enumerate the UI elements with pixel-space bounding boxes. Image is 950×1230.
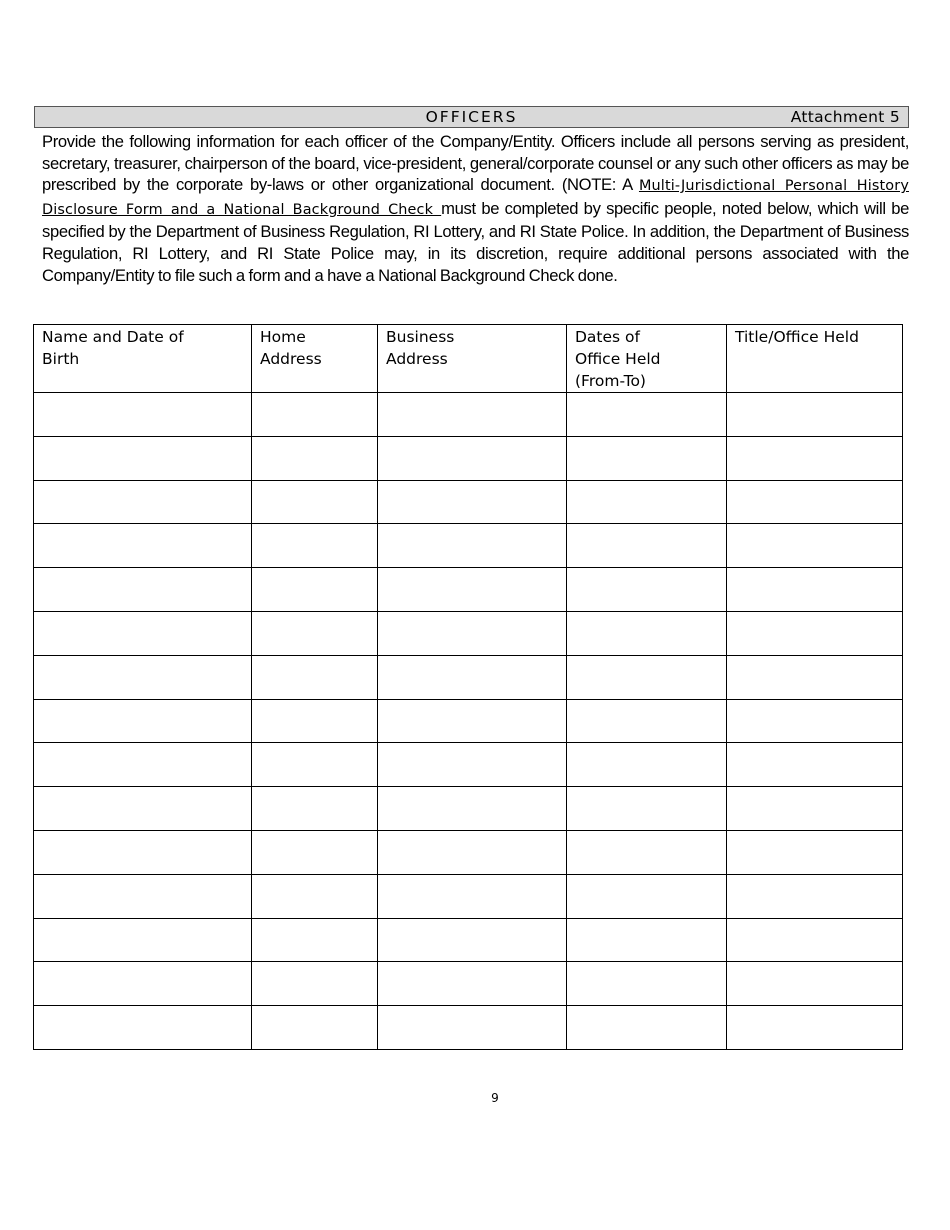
title-office-cell[interactable] <box>727 611 903 655</box>
home-address-cell[interactable] <box>252 524 378 568</box>
instructions-paragraph <box>42 131 909 286</box>
name-dob-cell[interactable] <box>34 874 252 918</box>
title-office-cell[interactable] <box>727 655 903 699</box>
business-address-cell[interactable] <box>378 480 567 524</box>
title-office-cell[interactable] <box>727 743 903 787</box>
title-office-cell[interactable] <box>727 393 903 437</box>
dates-office-held-cell[interactable] <box>567 524 727 568</box>
home-address-cell[interactable] <box>252 918 378 962</box>
name-dob-cell[interactable] <box>34 830 252 874</box>
page-number: 9 <box>491 1091 499 1105</box>
home-address-cell[interactable] <box>252 393 378 437</box>
business-address-cell[interactable] <box>378 699 567 743</box>
table-row <box>34 436 903 480</box>
home-address-cell[interactable] <box>252 611 378 655</box>
title-office-cell[interactable] <box>727 918 903 962</box>
home-address-cell[interactable] <box>252 743 378 787</box>
business-address-cell[interactable] <box>378 830 567 874</box>
name-dob-cell[interactable] <box>34 655 252 699</box>
table-row <box>34 480 903 524</box>
home-address-cell[interactable] <box>252 787 378 831</box>
table-row <box>34 699 903 743</box>
business-address-cell[interactable] <box>378 524 567 568</box>
dates-office-held-cell[interactable] <box>567 787 727 831</box>
home-address-cell[interactable] <box>252 568 378 612</box>
officers-table-header-row <box>34 325 903 393</box>
title-office-cell[interactable] <box>727 1006 903 1050</box>
business-address-cell[interactable] <box>378 611 567 655</box>
title-office-cell[interactable] <box>727 962 903 1006</box>
name-dob-cell[interactable] <box>34 393 252 437</box>
table-row <box>34 1006 903 1050</box>
title-office-cell[interactable] <box>727 568 903 612</box>
name-dob-cell[interactable] <box>34 699 252 743</box>
name-dob-cell[interactable] <box>34 743 252 787</box>
officers-table <box>33 324 903 1050</box>
business-address-cell[interactable] <box>378 962 567 1006</box>
title-office-cell[interactable] <box>727 480 903 524</box>
business-address-cell[interactable] <box>378 655 567 699</box>
dates-office-held-cell[interactable] <box>567 918 727 962</box>
dates-office-held-cell[interactable] <box>567 436 727 480</box>
home-address-cell[interactable] <box>252 480 378 524</box>
column-header-name-dob: Name and Date of Birth <box>34 325 252 393</box>
section-header-bar <box>34 106 909 128</box>
business-address-cell[interactable] <box>378 568 567 612</box>
name-dob-cell[interactable] <box>34 568 252 612</box>
title-office-cell[interactable] <box>727 874 903 918</box>
disclosure-form-link[interactable]: Multi-Jurisdictional Personal History Disclosure Form and a National Background Check <box>42 178 909 218</box>
name-dob-cell[interactable] <box>34 480 252 524</box>
business-address-cell[interactable] <box>378 393 567 437</box>
name-dob-cell[interactable] <box>34 611 252 655</box>
dates-office-held-cell[interactable] <box>567 962 727 1006</box>
name-dob-cell[interactable] <box>34 787 252 831</box>
table-row <box>34 393 903 437</box>
instructions-text-before: Provide the following information for each officer of the Company/Entity. Officers include all persons serving as president, secretary, treasurer, chairperson of the board, vice-president, general/corporate counsel or any such other officers as may be prescribed by the corporate by-laws or other organizational document. (NOTE: A <box>42 132 909 195</box>
name-dob-cell[interactable] <box>34 1006 252 1050</box>
section-title: OFFICERS <box>425 108 518 126</box>
name-dob-cell[interactable] <box>34 524 252 568</box>
instructions-text-after: must be completed by specific people, noted below, which will be specified by the Department of Business Regulation, RI Lottery, and RI State Police. In addition, the Department of Business Regulation, RI Lottery, and RI State Police may, in its discretion, require additional persons associated with the Company/Entity to file such a form and a have a National Background Check done. <box>42 198 910 285</box>
table-row <box>34 830 903 874</box>
dates-office-held-cell[interactable] <box>567 830 727 874</box>
column-header-dates-office-held: Dates of Office Held (From-To) <box>567 325 727 393</box>
home-address-cell[interactable] <box>252 830 378 874</box>
table-row <box>34 918 903 962</box>
table-row <box>34 962 903 1006</box>
dates-office-held-cell[interactable] <box>567 699 727 743</box>
title-office-cell[interactable] <box>727 436 903 480</box>
table-row <box>34 874 903 918</box>
column-header-home-address: Home Address <box>252 325 378 393</box>
attachment-label: Attachment 5 <box>790 108 900 126</box>
title-office-cell[interactable] <box>727 524 903 568</box>
dates-office-held-cell[interactable] <box>567 655 727 699</box>
column-header-business-address: Business Address <box>378 325 567 393</box>
name-dob-cell[interactable] <box>34 918 252 962</box>
dates-office-held-cell[interactable] <box>567 393 727 437</box>
dates-office-held-cell[interactable] <box>567 743 727 787</box>
title-office-cell[interactable] <box>727 787 903 831</box>
dates-office-held-cell[interactable] <box>567 1006 727 1050</box>
dates-office-held-cell[interactable] <box>567 611 727 655</box>
officers-table-body <box>34 393 903 1050</box>
dates-office-held-cell[interactable] <box>567 874 727 918</box>
home-address-cell[interactable] <box>252 874 378 918</box>
business-address-cell[interactable] <box>378 743 567 787</box>
business-address-cell[interactable] <box>378 918 567 962</box>
table-row <box>34 524 903 568</box>
home-address-cell[interactable] <box>252 655 378 699</box>
dates-office-held-cell[interactable] <box>567 568 727 612</box>
home-address-cell[interactable] <box>252 962 378 1006</box>
home-address-cell[interactable] <box>252 1006 378 1050</box>
title-office-cell[interactable] <box>727 830 903 874</box>
dates-office-held-cell[interactable] <box>567 480 727 524</box>
table-row <box>34 568 903 612</box>
table-row <box>34 611 903 655</box>
table-row <box>34 655 903 699</box>
home-address-cell[interactable] <box>252 699 378 743</box>
business-address-cell[interactable] <box>378 436 567 480</box>
business-address-cell[interactable] <box>378 787 567 831</box>
business-address-cell[interactable] <box>378 1006 567 1050</box>
name-dob-cell[interactable] <box>34 436 252 480</box>
column-header-title-office: Title/Office Held <box>727 325 903 393</box>
name-dob-cell[interactable] <box>34 962 252 1006</box>
title-office-cell[interactable] <box>727 699 903 743</box>
table-row <box>34 743 903 787</box>
home-address-cell[interactable] <box>252 436 378 480</box>
business-address-cell[interactable] <box>378 874 567 918</box>
table-row <box>34 787 903 831</box>
